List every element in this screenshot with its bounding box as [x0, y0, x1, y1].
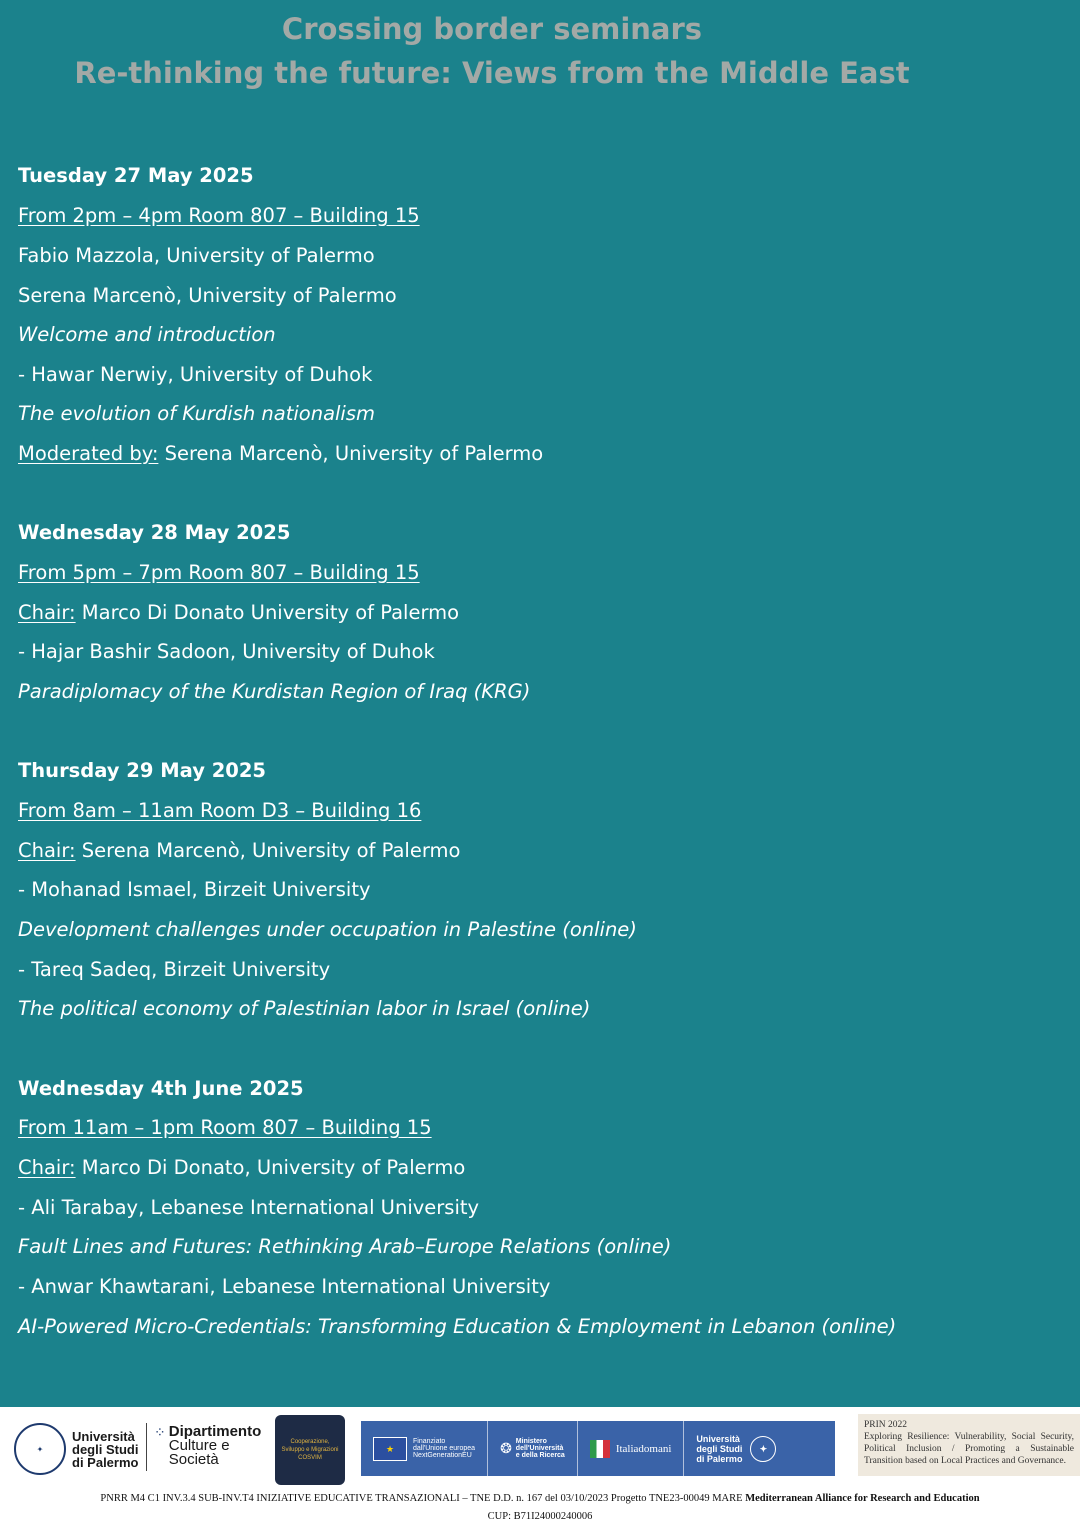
unipa-seal-small-icon: ✦ — [750, 1436, 776, 1462]
unipa2-line: degli Studi — [696, 1443, 743, 1454]
poster-title: Crossing border seminars — [281, 12, 703, 46]
ministero-line: e della Ricerca — [515, 1452, 565, 1459]
talk-title: The evolution of Kurdish nationalism — [18, 402, 376, 425]
chair-name: Marco Di Donato, University of Palermo — [75, 1156, 466, 1179]
eu-line: NextGenerationEU — [413, 1452, 472, 1459]
speaker: - Ali Tarabay, Lebanese International University — [18, 1196, 480, 1219]
speaker: - Hajar Bashir Sadoon, University of Duhok — [18, 640, 435, 663]
unipa-line: degli Studi — [72, 1441, 139, 1457]
session-time: From 8am – 11am Room D3 – Building 16 — [18, 799, 422, 822]
moderator-label: Moderated by: — [18, 442, 159, 465]
talk-title: The political economy of Palestinian labor in Israel (online) — [18, 997, 591, 1020]
host-line: Serena Marcenò, University of Palermo — [18, 284, 397, 307]
speaker: - Tareq Sadeq, Birzeit University — [18, 958, 331, 981]
session-day: Tuesday 27 May 2025 — [18, 164, 254, 187]
prin-title: PRIN 2022 — [864, 1420, 908, 1430]
funding-note — [0, 1493, 1080, 1504]
chair-label: Chair: — [18, 601, 76, 624]
dipartimento-logo — [154, 1425, 261, 1467]
unipa-logo-small — [684, 1421, 788, 1476]
unipa-logo — [14, 1423, 138, 1475]
cosvim-logo — [275, 1415, 345, 1485]
session-day: Thursday 29 May 2025 — [18, 759, 266, 782]
italiadomani-text: Italiadomani — [615, 1442, 672, 1455]
chair-name: Marco Di Donato University of Palermo — [75, 601, 460, 624]
talk-title: Welcome and introduction — [18, 323, 276, 346]
session-day: Wednesday 4th June 2025 — [18, 1077, 304, 1100]
talk-title: Paradiplomacy of the Kurdistan Region of Iraq (KRG) — [18, 680, 531, 703]
cosvim-line: Sviluppo e Migrazioni — [281, 1447, 339, 1453]
eu-line: dall'Unione europea — [413, 1445, 476, 1452]
chair-name: Serena Marcenò, University of Palermo — [75, 839, 461, 862]
chair-line — [18, 1155, 465, 1181]
talk-title: Fault Lines and Futures: Rethinking Arab–Europe Relations (online) — [18, 1235, 672, 1258]
eu-funding-logo — [361, 1421, 488, 1476]
unipa-line: Università — [72, 1428, 135, 1444]
chair-label: Chair: — [18, 839, 76, 862]
moderator-line — [18, 441, 543, 467]
footer — [0, 1407, 1080, 1527]
ministero-logo — [488, 1421, 578, 1476]
session-time: From 5pm – 7pm Room 807 – Building 15 — [18, 561, 420, 584]
talk-title: AI-Powered Micro-Credentials: Transforming Education & Employment in Lebanon (online) — [18, 1315, 897, 1338]
unipa-line: di Palermo — [72, 1454, 139, 1470]
session-day: Wednesday 28 May 2025 — [18, 521, 291, 544]
italy-flag-icon — [590, 1440, 610, 1458]
funding-note-bold: Mediterranean Alliance for Research and Education — [742, 1493, 980, 1504]
unipa2-line: Università — [696, 1433, 740, 1444]
emblem-icon: ❂ — [500, 1440, 512, 1456]
moderator-name: Serena Marcenò, University of Palermo — [158, 442, 544, 465]
cup-code: CUP: B71I24000240006 — [487, 1511, 593, 1522]
chair-label: Chair: — [18, 1156, 76, 1179]
eu-flag-icon: ★ — [373, 1437, 407, 1461]
session-time: From 11am – 1pm Room 807 – Building 15 — [18, 1116, 432, 1139]
chair-line — [18, 838, 460, 864]
host-line: Fabio Mazzola, University of Palermo — [18, 244, 375, 267]
talk-title: Development challenges under occupation in Palestine (online) — [18, 918, 637, 941]
dots-icon: ⁘ — [154, 1424, 166, 1440]
italiadomani-logo — [578, 1421, 685, 1476]
ministero-line: dell'Università — [515, 1445, 564, 1452]
chair-line — [18, 600, 459, 626]
ministero-line: Ministero — [515, 1438, 547, 1445]
unipa-wordmark — [72, 1430, 138, 1469]
logo-divider — [146, 1423, 147, 1471]
speaker: - Mohanad Ismael, Birzeit University — [18, 878, 371, 901]
funding-note-text: PNRR M4 C1 INV.3.4 SUB-INV.T4 INIZIATIVE EDUCATIVE TRANSAZIONALI – TNE D.D. n. 167 del 03/10/2023 Progetto TNE23-00049 MARE — [100, 1493, 743, 1504]
speaker: - Anwar Khawtarani, Lebanese International University — [18, 1275, 551, 1298]
session-time: From 2pm – 4pm Room 807 – Building 15 — [18, 204, 420, 227]
funding-bar — [361, 1421, 835, 1476]
unipa2-line: di Palermo — [696, 1453, 743, 1464]
cosvim-line: COSVIM — [298, 1455, 322, 1461]
prin-box — [858, 1414, 1080, 1476]
poster-subtitle: Re-thinking the future: Views from the Middle East — [74, 56, 910, 90]
dip-line: Culture e — [168, 1437, 230, 1454]
eu-line: Finanziato — [413, 1438, 446, 1445]
dip-line: Società — [168, 1451, 219, 1468]
cosvim-line: Cooperazione, — [290, 1439, 330, 1445]
dip-line: Dipartimento — [168, 1423, 262, 1440]
prin-description: Exploring Resilience: Vulnerability, Social Security, Political Inclusion / Promoting a Sustainable Transition based on Local Practices and Governance. — [864, 1432, 1074, 1466]
unipa-seal-icon: ✦ — [14, 1423, 66, 1475]
speaker: - Hawar Nerwiy, University of Duhok — [18, 363, 373, 386]
